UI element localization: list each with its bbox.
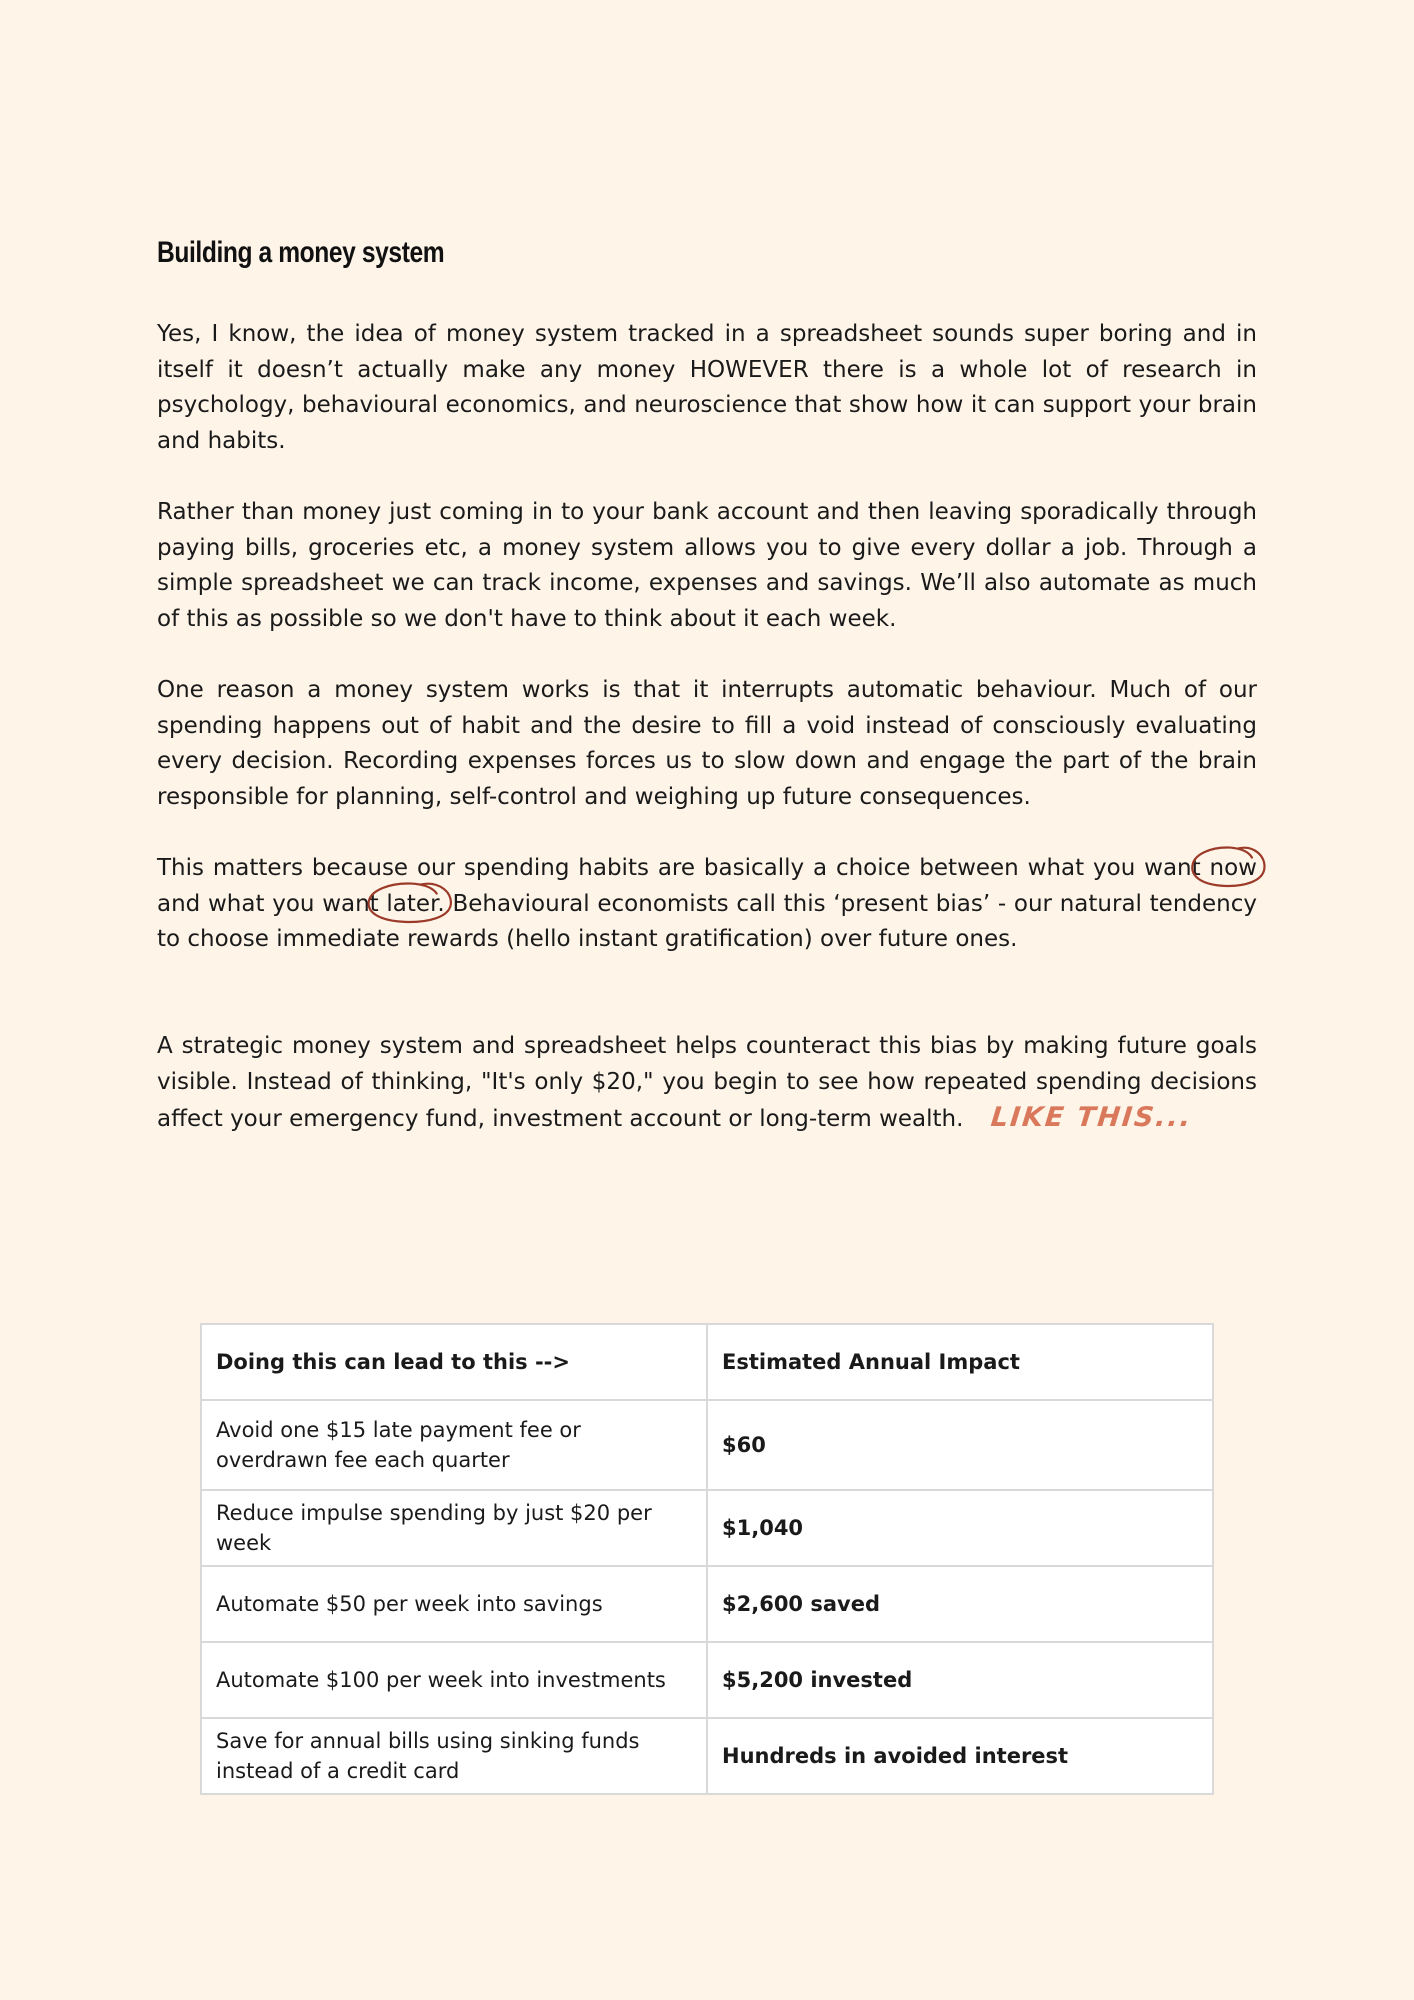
table-cell-action: Avoid one $15 late payment fee or overdrawn fee each quarter: [201, 1400, 707, 1490]
present-bias-text-1: This matters because our spending habits are basically a choice between what you want: [157, 855, 1210, 881]
strategic-system-text: A strategic money system and spreadsheet helps counteract this bias by making future goals visible. Instead of thinking, "It's only $20," you begin to see how repeated spending decisions affect your emergency fund, investment account or long-term wealth.: [157, 1033, 1257, 1133]
paragraph-automatic-behaviour: One reason a money system works is that it interrupts automatic behaviour. Much of our spending happens out of habit and the desire to fill a void instead of consciously evaluating every decision. Recording expenses forces us to slow down and engage the part of the brain responsible for planning, self-control and weighing up future consequences.: [157, 677, 1257, 810]
table-row: [201, 1718, 1213, 1794]
table-cell-impact: $60: [707, 1400, 1213, 1490]
circled-later-text: later.: [386, 890, 445, 917]
table-cell-impact: $1,040: [707, 1490, 1213, 1566]
table-row: [201, 1400, 1213, 1490]
circled-word-now: [1210, 851, 1257, 887]
present-bias-text-3: Behavioural economists call this ‘present bias’ - our natural tendency to choose immediate rewards (hello instant gratification) over future ones.: [157, 890, 1257, 953]
table-cell-action: Automate $100 per week into investments: [201, 1642, 707, 1718]
table-cell-action: Reduce impulse spending by just $20 per week: [201, 1490, 707, 1566]
paragraph-intro: Yes, I know, the idea of money system tracked in a spreadsheet sounds super boring and in itself it doesn’t actually make any money HOWEVER there is a whole lot of research in psychology, behavioural economics, and neuroscience that show how it can support your brain and habits.: [157, 321, 1257, 454]
table-row: [201, 1566, 1213, 1642]
table-cell-impact: Hundreds in avoided interest: [707, 1718, 1213, 1794]
table-cell-action: Automate $50 per week into savings: [201, 1566, 707, 1642]
circled-now-text: now: [1209, 855, 1257, 881]
table-cell-impact: $2,600 saved: [707, 1566, 1213, 1642]
table-row: [201, 1642, 1213, 1718]
paragraph-strategic-system: [157, 1029, 1257, 1138]
table-cell-action: Save for annual bills using sinking funds instead of a credit card: [201, 1718, 707, 1794]
present-bias-text-2: and what you want: [157, 890, 387, 917]
table-header-action: Doing this can lead to this -->: [201, 1324, 707, 1400]
table-cell-impact: $5,200 invested: [707, 1642, 1213, 1718]
handwritten-annotation: LIKE THIS...: [989, 1102, 1195, 1134]
page-title: Building a money system: [157, 236, 445, 269]
paragraph-present-bias: [157, 851, 1257, 958]
paragraph-money-system: Rather than money just coming in to your bank account and then leaving sporadically through paying bills, groceries etc, a money system allows you to give every dollar a job. Through a simple spreadsheet we can track income, expenses and savings. We’ll also automate as much of this as possible so we don't have to think about it each week.: [157, 499, 1257, 632]
table-row: [201, 1490, 1213, 1566]
table-header-row: [201, 1324, 1213, 1400]
impact-table: [200, 1323, 1214, 1795]
table-header-impact: Estimated Annual Impact: [707, 1324, 1213, 1400]
circled-word-later: [386, 887, 444, 923]
